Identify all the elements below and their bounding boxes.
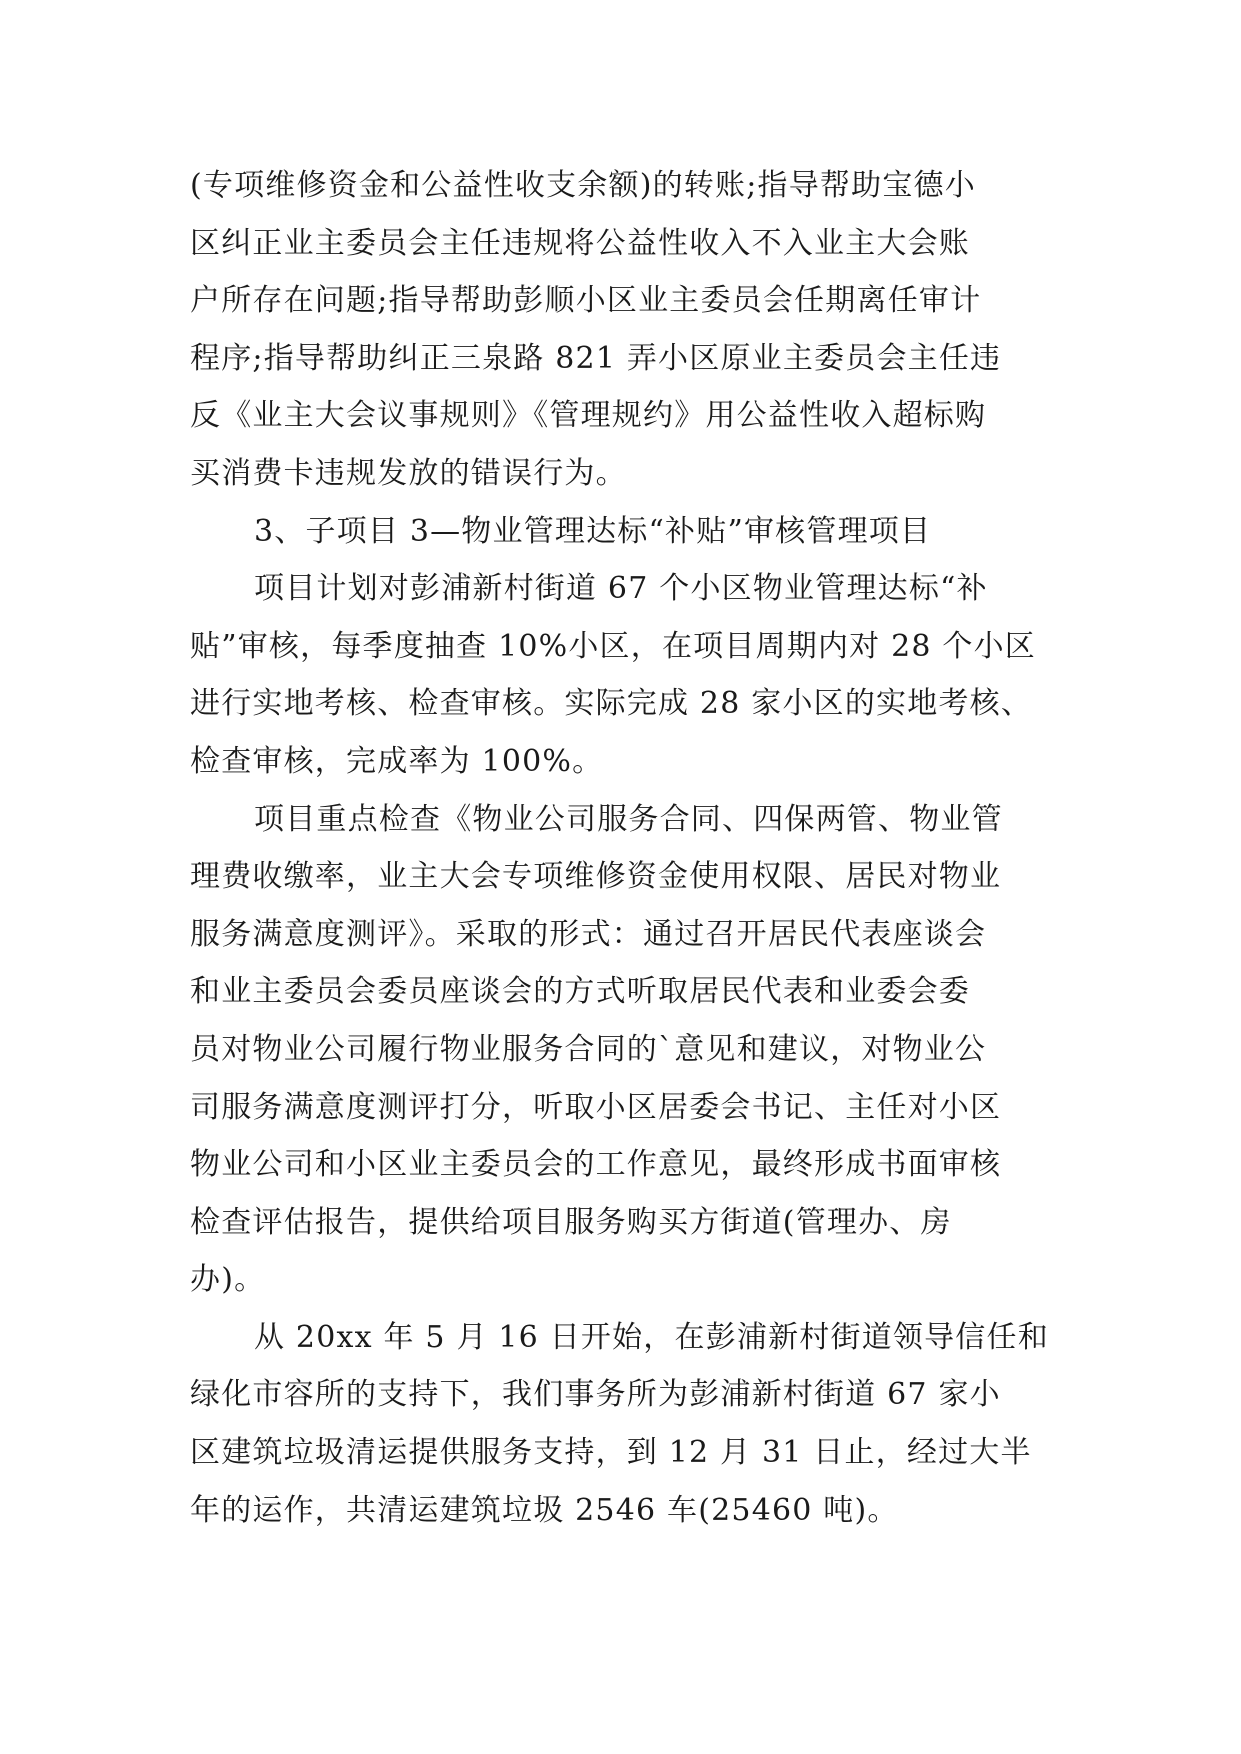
text-line: 买消费卡违规发放的错误行为。 [190, 455, 627, 491]
text-line: 理费收缴率，业主大会专项维修资金使用权限、居民对物业 [190, 859, 1002, 895]
text-line: 反《业主大会议事规则》《管理规约》用公益性收入超标购 [190, 398, 987, 434]
text-line: 程序;指导帮助纠正三泉路 821 弄小区原业主委员会主任违 [190, 340, 1002, 376]
text-line: 物业公司和小区业主委员会的工作意见，最终形成书面审核 [190, 1147, 1002, 1183]
text-line: 年的运作，共清运建筑垃圾 2546 车(25460 吨)。 [190, 1492, 899, 1528]
text-line: 贴”审核，每季度抽查 10%小区，在项目周期内对 28 个小区 [190, 628, 1036, 664]
text-line: 检查评估报告，提供给项目服务购买方街道(管理办、房 [190, 1204, 952, 1240]
text-line: 服务满意度测评》。采取的形式：通过召开居民代表座谈会 [190, 916, 987, 952]
section-heading: 3、子项目 3—物业管理达标“补贴”审核管理项目 [254, 513, 932, 549]
text-line: 进行实地考核、检查审核。实际完成 28 家小区的实地考核、 [190, 686, 1033, 722]
text-line: 从 20xx 年 5 月 16 日开始，在彭浦新村街道领导信任和 [254, 1319, 1049, 1355]
text-line: 绿化市容所的支持下，我们事务所为彭浦新村街道 67 家小 [190, 1377, 1001, 1413]
document-body [190, 157, 1070, 1539]
text-line: 项目重点检查《物业公司服务合同、四保两管、物业管 [254, 801, 1003, 837]
text-line: 户所存在问题;指导帮助彭顺小区业主委员会任期离任审计 [190, 283, 982, 319]
text-line: 区建筑垃圾清运提供服务支持，到 12 月 31 日止，经过大半 [190, 1435, 1032, 1471]
text-line: 项目计划对彭浦新村街道 67 个小区物业管理达标“补 [254, 571, 988, 607]
text-line: 区纠正业主委员会主任违规将公益性收入不入业主大会账 [190, 225, 970, 261]
text-line: 办)。 [190, 1262, 266, 1298]
text-line: 检查审核，完成率为 100%。 [190, 743, 604, 779]
text-line: 和业主委员会委员座谈会的方式听取居民代表和业委会委 [190, 974, 970, 1010]
text-line: (专项维修资金和公益性收支余额)的转账;指导帮助宝德小 [190, 168, 976, 203]
text-line: 员对物业公司履行物业服务合同的`意见和建议，对物业公 [190, 1031, 987, 1067]
text-line: 司服务满意度测评打分，听取小区居委会书记、主任对小区 [190, 1089, 1002, 1125]
